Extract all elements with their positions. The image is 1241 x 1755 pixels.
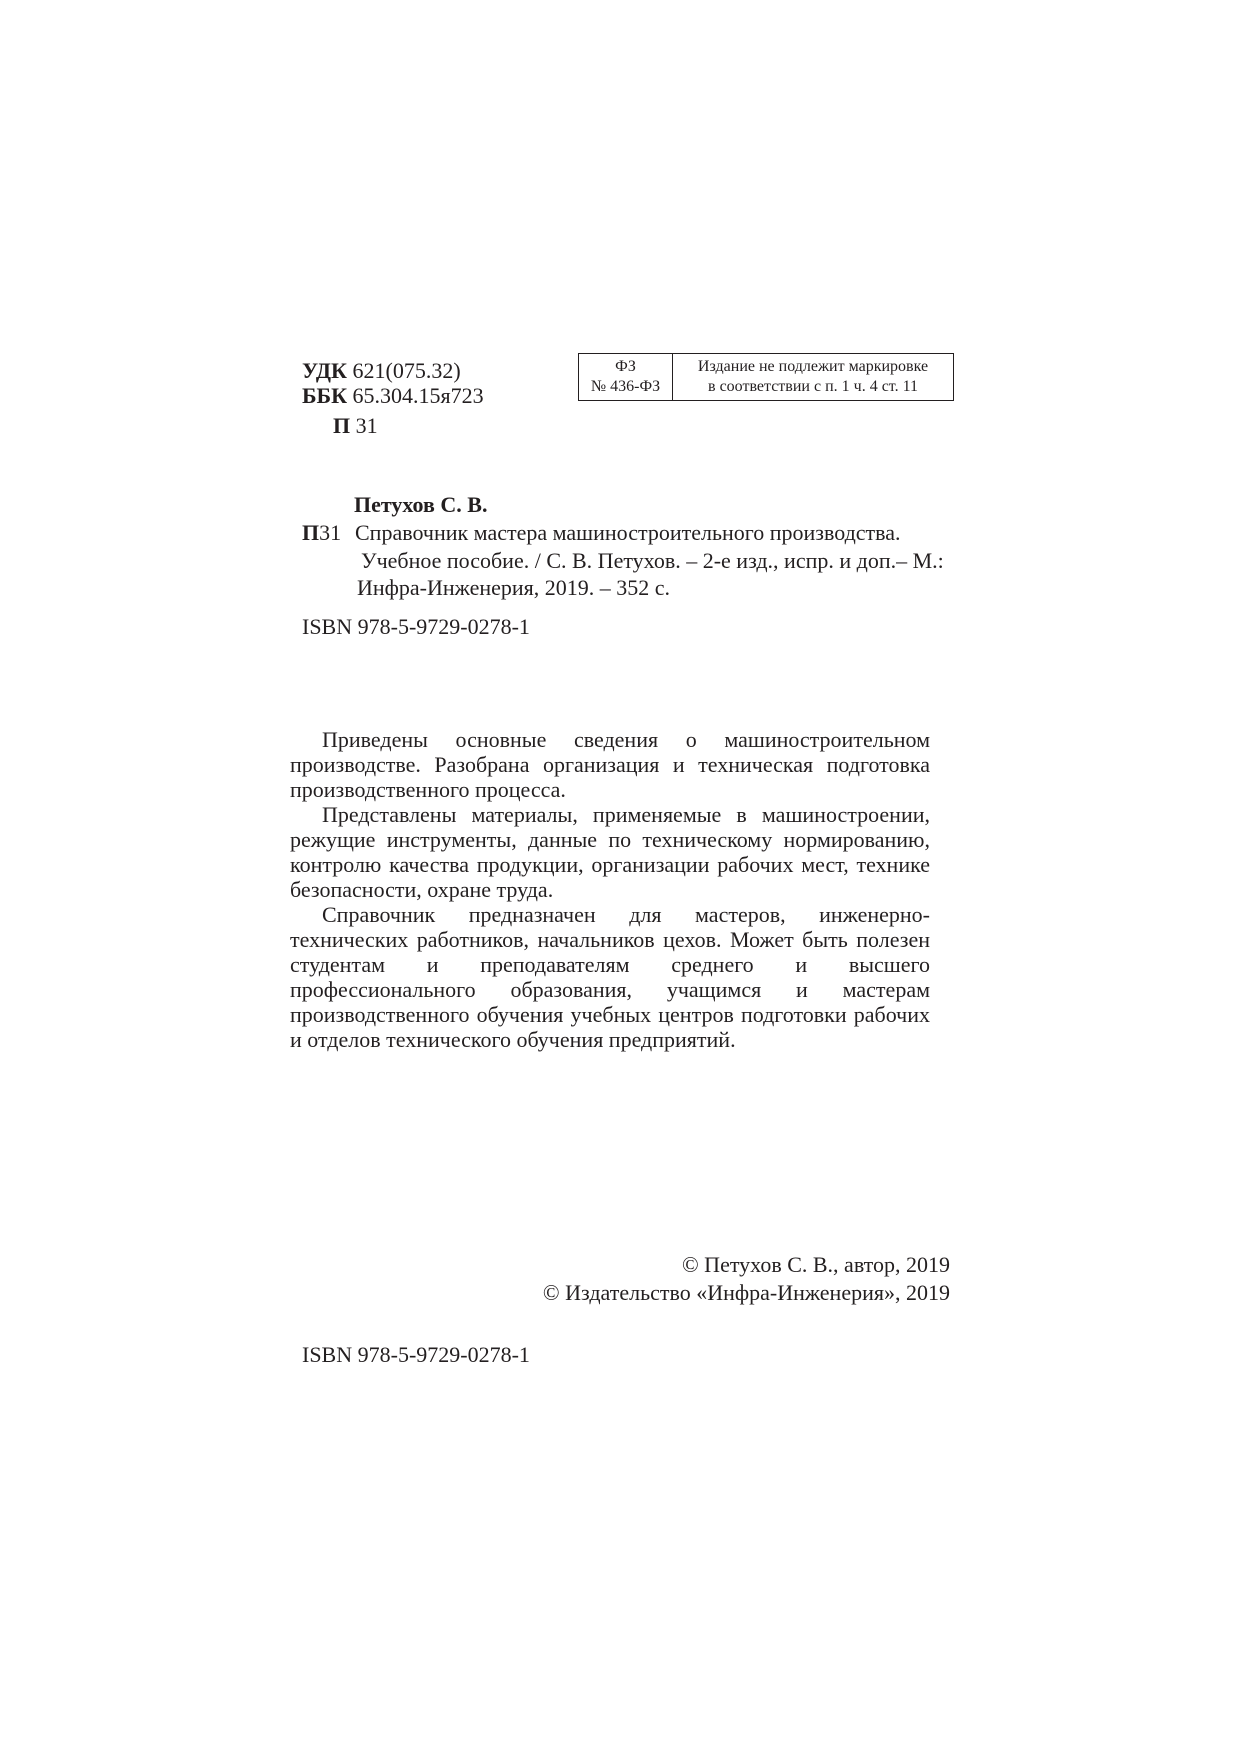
law-notice-code (579, 354, 673, 400)
bbk-label: ББК (302, 383, 348, 408)
author-sign-value: 31 (355, 413, 378, 438)
law-notice-left-line2: № 436-ФЗ (590, 378, 661, 395)
udk-line (302, 358, 461, 384)
footer-isbn: ISBN 978-5-9729-0278-1 (302, 1342, 530, 1367)
bibliography-isbn: ISBN 978-5-9729-0278-1 (302, 614, 530, 639)
law-notice-right-line1: Издание не подлежит маркировке (697, 358, 929, 375)
bibliography-code-bold: П (302, 520, 320, 545)
bibliography-code-rest: 31 (319, 520, 342, 545)
bbk-line (302, 383, 484, 409)
author-sign-line (333, 413, 378, 439)
bibliography-line2: Учебное пособие. / С. В. Петухов. – 2-е изд., испр. и доп.– М.: (361, 548, 944, 573)
author-sign-label: П (333, 413, 351, 438)
copyright-publisher: © Издательство «Инфра-Инженерия», 2019 (542, 1280, 950, 1305)
udk-value: 621(075.32) (352, 358, 461, 383)
annotation-paragraph-2: Представлены материалы, применяемые в машиностроении, режущие инструменты, данные по техническому нормированию, контролю качества продукции, организации рабочих мест, технике безопасности, охране труда. (290, 802, 930, 902)
bibliography-line1: Справочник мастера машиностроительного производства. (355, 520, 901, 545)
law-notice-box (578, 353, 954, 401)
law-notice-right-line2: в соответствии с п. 1 ч. 4 ст. 11 (708, 378, 918, 395)
annotation-paragraph-3: Справочник предназначен для мастеров, инженерно-технических работников, начальников цехов. Может быть полезен студентам и преподавателям среднего и высшего профессионального образования, учащимся и мастерам производственного обучения учебных центров подготовки рабочих и отделов технического обучения предприятий. (290, 902, 930, 1052)
bibliography-code (302, 520, 341, 546)
law-notice-left-line1: ФЗ (615, 358, 636, 375)
law-notice-text (673, 354, 953, 400)
bibliography-line3: Инфра-Инженерия, 2019. – 352 с. (357, 575, 671, 600)
copyright-author: © Петухов С. В., автор, 2019 (681, 1252, 950, 1277)
udk-label: УДК (302, 358, 348, 383)
bibliography-author (354, 492, 487, 518)
annotation-paragraph-1: Приведены основные сведения о машиностроительном производстве. Разобрана организация и техническая подготовка производственного процесса. (290, 727, 930, 802)
bbk-value: 65.304.15я723 (352, 383, 484, 408)
author-name: Петухов С. В. (354, 492, 488, 517)
annotation (290, 727, 930, 1052)
